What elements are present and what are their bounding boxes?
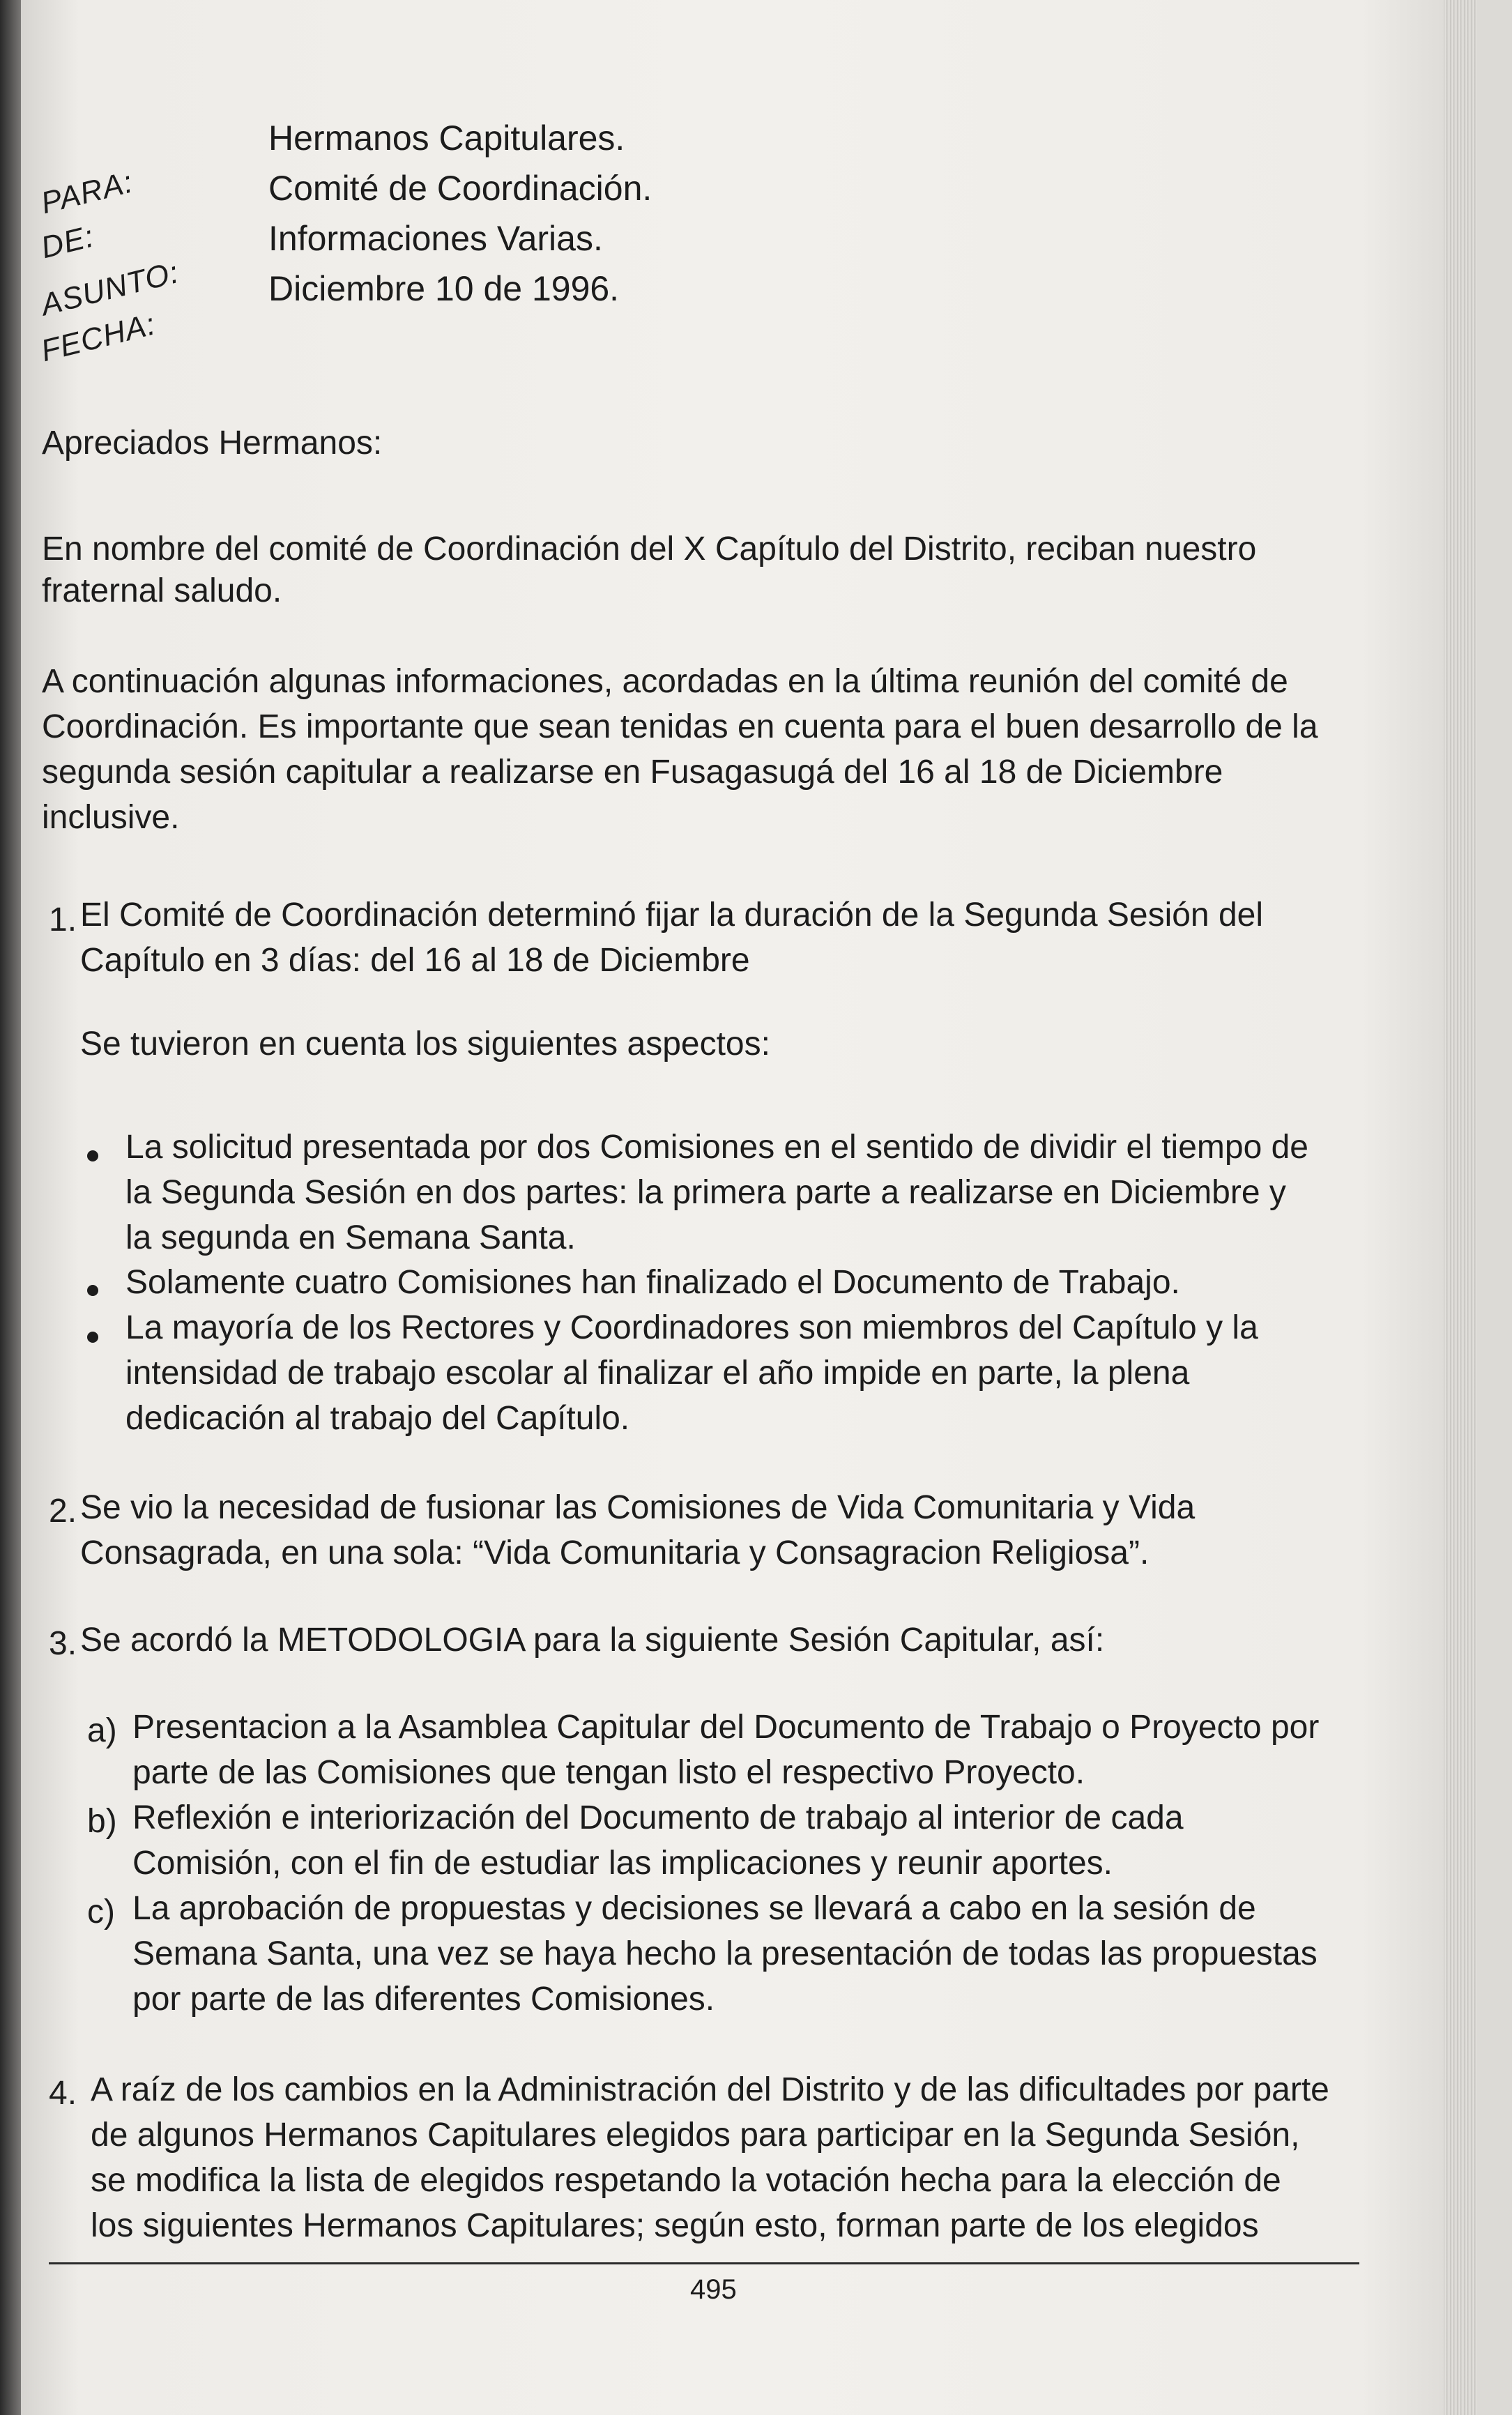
bullet-dot: [87, 1150, 98, 1161]
header-value-de: Comité de Coordinación.: [268, 169, 652, 208]
para2-line-1: A continuación algunas informaciones, acordadas en la última reunión del comité de: [42, 663, 1288, 700]
header-label-de: DE:: [37, 219, 98, 266]
item3a-line-1: Presentacion a la Asamblea Capitular del Documento de Trabajo o Proyecto por: [132, 1709, 1320, 1746]
item1-line-2: Capítulo en 3 días: del 16 al 18 de Diciembre: [80, 942, 750, 979]
item3a-line-2: parte de las Comisiones que tengan listo el respectivo Proyecto.: [132, 1754, 1085, 1791]
item3c-line-1: La aprobación de propuestas y decisiones se llevará a cabo en la sesión de: [132, 1890, 1256, 1927]
para2-line-3: segunda sesión capitular a realizarse en Fusagasugá del 16 al 18 de Diciembre: [42, 754, 1223, 791]
bullet-dot: [87, 1285, 98, 1296]
item1-number: 1.: [49, 901, 77, 938]
bullet2-line-1: Solamente cuatro Comisiones han finalizado el Documento de Trabajo.: [125, 1264, 1180, 1301]
bullet1-line-3: la segunda en Semana Santa.: [125, 1219, 576, 1256]
item3c-line-3: por parte de las diferentes Comisiones.: [132, 1981, 715, 2018]
bullet3-line-2: intensidad de trabajo escolar al finalizar el año impide en parte, la plena: [125, 1355, 1190, 1392]
item4-line-2: de algunos Hermanos Capitulares elegidos para participar en la Segunda Sesión,: [91, 2117, 1300, 2154]
item2-line-2: Consagrada, en una sola: “Vida Comunitaria y Consagracion Religiosa”.: [80, 1534, 1150, 1571]
book-binding-shadow: [0, 0, 21, 2415]
item4-line-1: A raíz de los cambios en la Administración del Distrito y de las dificultades por parte: [91, 2071, 1329, 2108]
item4-line-3: se modifica la lista de elegidos respetando la votación hecha para la elección de: [91, 2162, 1281, 2199]
intro-line-2: fraternal saludo.: [42, 572, 282, 609]
bullet3-line-3: dedicación al trabajo del Capítulo.: [125, 1400, 630, 1437]
page-number: 495: [690, 2274, 737, 2305]
header-value-fecha: Diciembre 10 de 1996.: [268, 269, 620, 308]
item1-aspects-intro: Se tuvieron en cuenta los siguientes aspectos:: [80, 1026, 770, 1062]
intro-line-1: En nombre del comité de Coordinación del X Capítulo del Distrito, reciban nuestro: [42, 531, 1257, 567]
item2-number: 2.: [49, 1493, 77, 1530]
item4-number: 4.: [49, 2075, 77, 2112]
item1-line-1: El Comité de Coordinación determinó fijar la duración de la Segunda Sesión del: [80, 897, 1264, 934]
bullet3-line-1: La mayoría de los Rectores y Coordinadores son miembros del Capítulo y la: [125, 1309, 1258, 1346]
item3c-letter: c): [87, 1894, 115, 1930]
header-label-fecha: FECHA:: [37, 307, 160, 369]
item3b-line-2: Comisión, con el fin de estudiar las implicaciones y reunir aportes.: [132, 1845, 1113, 1882]
header-label-asunto: ASUNTO:: [37, 254, 183, 323]
bullet1-line-1: La solicitud presentada por dos Comisiones en el sentido de dividir el tiempo de: [125, 1129, 1308, 1166]
item3-number: 3.: [49, 1625, 77, 1662]
footer-rule: [49, 2262, 1359, 2264]
bullet1-line-2: la Segunda Sesión en dos partes: la primera parte a realizarse en Diciembre y: [125, 1174, 1286, 1211]
document-page: [21, 0, 1478, 2415]
salutation: Apreciados Hermanos:: [42, 425, 383, 462]
item3c-line-2: Semana Santa, una vez se haya hecho la presentación de todas las propuestas: [132, 1935, 1318, 1972]
header-label-para: PARA:: [37, 165, 137, 221]
para2-line-2: Coordinación. Es importante que sean tenidas en cuenta para el buen desarrollo de la: [42, 708, 1318, 745]
item4-line-4: los siguientes Hermanos Capitulares; según esto, forman parte de los elegidos: [91, 2207, 1259, 2244]
item3a-letter: a): [87, 1712, 117, 1749]
item3b-letter: b): [87, 1803, 117, 1840]
page-edges: [1444, 0, 1478, 2415]
header-value-para: Hermanos Capitulares.: [268, 119, 625, 158]
header-value-asunto: Informaciones Varias.: [268, 219, 603, 258]
bullet-dot: [87, 1332, 98, 1343]
item2-line-1: Se vio la necesidad de fusionar las Comisiones de Vida Comunitaria y Vida: [80, 1489, 1196, 1526]
item3-line-1: Se acordó la METODOLOGIA para la siguiente Sesión Capitular, así:: [80, 1622, 1105, 1659]
para2-line-4: inclusive.: [42, 799, 180, 836]
item3b-line-1: Reflexión e interiorización del Documento de trabajo al interior de cada: [132, 1799, 1184, 1836]
